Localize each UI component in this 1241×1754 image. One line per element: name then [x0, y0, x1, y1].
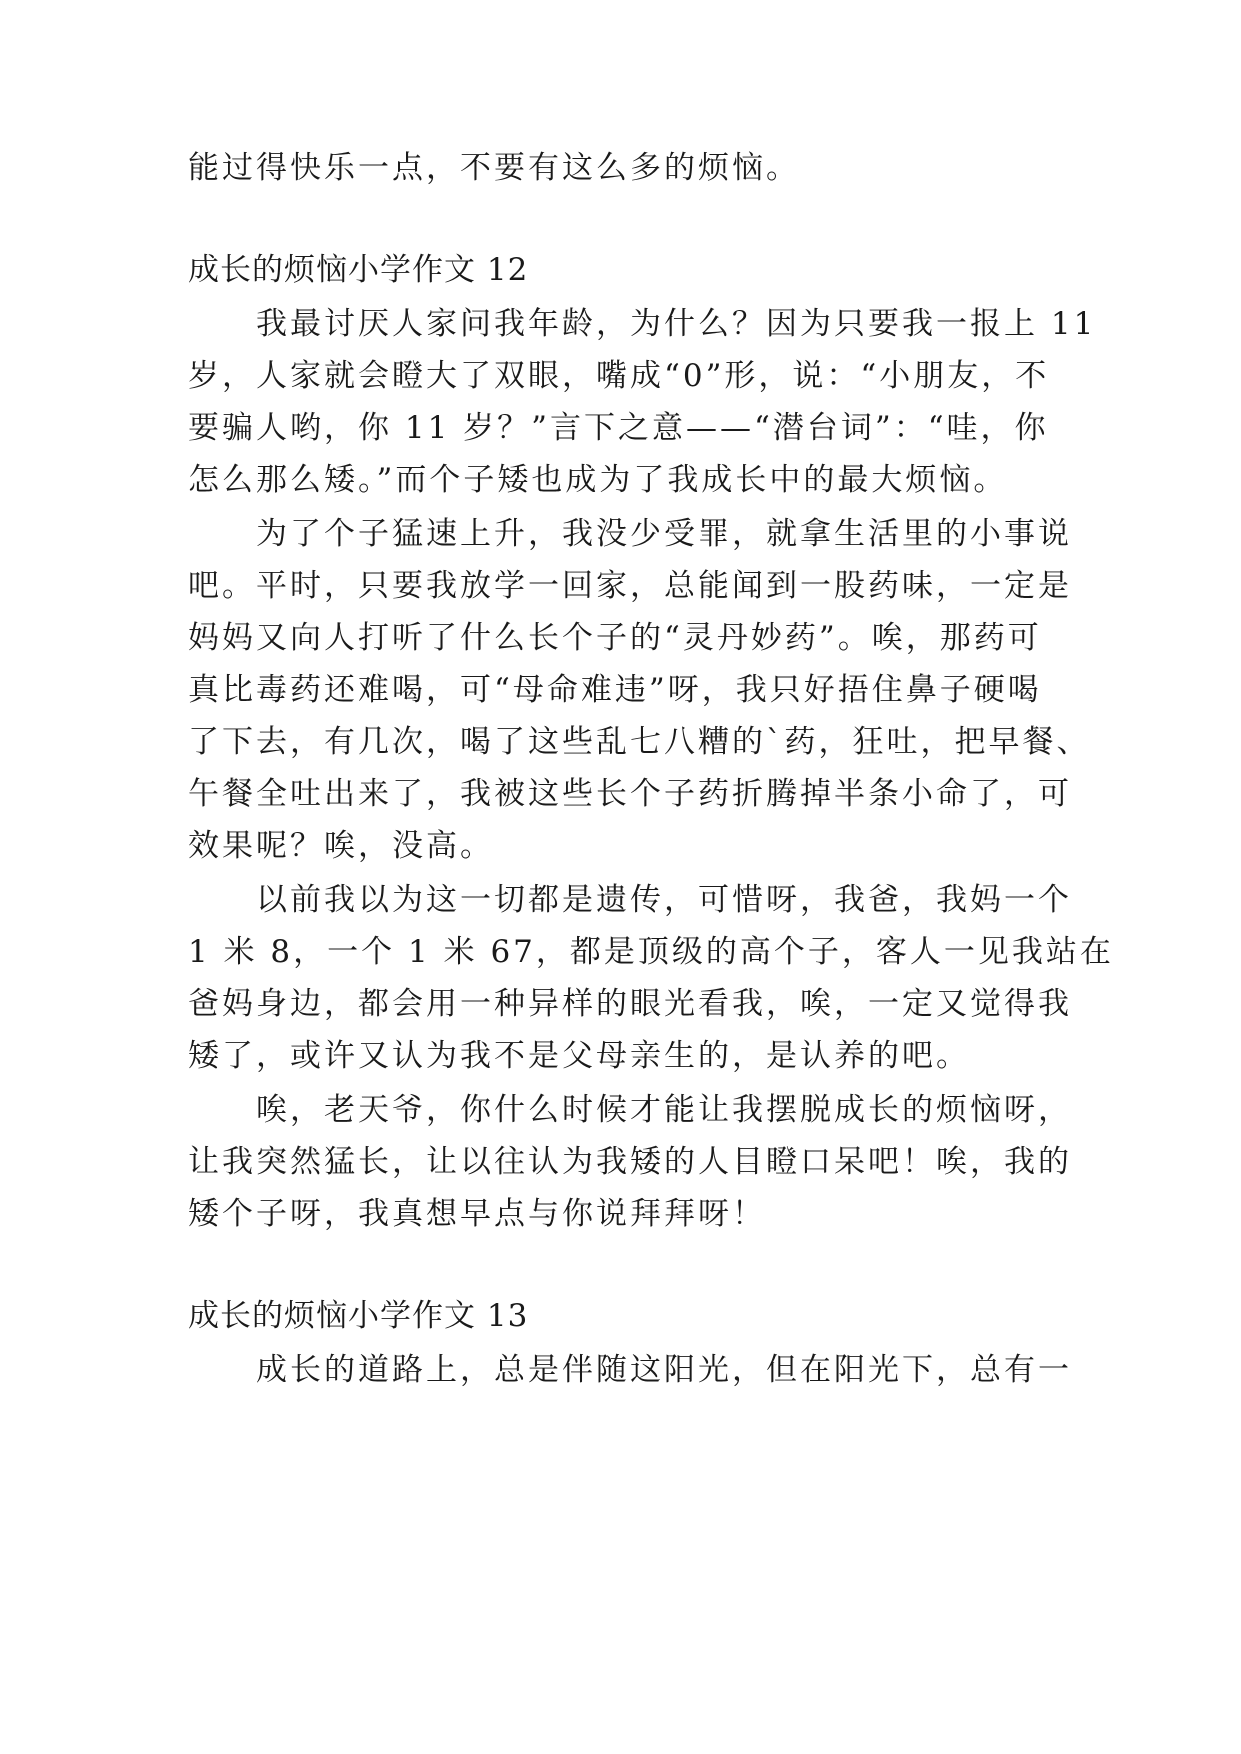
paragraph-line: 怎么那么矮。”而个子矮也成为了我成长中的最大烦恼。 — [188, 462, 1008, 498]
paragraph-line: 我最讨厌人家问我年龄，为什么？因为只要我一报上 11 — [256, 306, 1097, 342]
paragraph-line: 效果呢？唉，没高。 — [188, 828, 494, 864]
paragraph-line: 吧。平时，只要我放学一回家，总能闻到一股药味，一定是 — [188, 568, 1072, 604]
paragraph-line: 午餐全吐出来了，我被这些长个子药折腾掉半条小命了，可 — [188, 776, 1072, 812]
essay-13-title: 成长的烦恼小学作文 13 — [188, 1298, 529, 1334]
paragraph-line: 真比毒药还难喝，可“母命难违”呀，我只好捂住鼻子硬喝 — [188, 672, 1042, 708]
paragraph-line: 1 米 8，一个 1 米 67，都是顶级的高个子，客人一见我站在 — [188, 934, 1114, 970]
paragraph-line: 矮个子呀，我真想早点与你说拜拜呀！ — [188, 1196, 766, 1232]
paragraph-line: 成长的道路上，总是伴随这阳光，但在阳光下，总有一 — [256, 1352, 1072, 1388]
paragraph-line: 矮了，或许又认为我不是父母亲生的，是认养的吧。 — [188, 1038, 970, 1074]
paragraph-line: 为了个子猛速上升，我没少受罪，就拿生活里的小事说 — [256, 516, 1072, 552]
paragraph-line: 要骗人哟，你 11 岁？”言下之意——“潜台词”：“哇，你 — [188, 410, 1049, 446]
paragraph-line: 爸妈身边，都会用一种异样的眼光看我，唉，一定又觉得我 — [188, 986, 1072, 1022]
paragraph-line: 唉，老天爷，你什么时候才能让我摆脱成长的烦恼呀， — [256, 1092, 1072, 1128]
paragraph-line: 了下去，有几次，喝了这些乱七八糟的`药，狂吐，把早餐、 — [188, 724, 1091, 760]
paragraph-line: 以前我以为这一切都是遗传，可惜呀，我爸，我妈一个 — [256, 882, 1072, 918]
paragraph-line: 能过得快乐一点，不要有这么多的烦恼。 — [188, 150, 800, 186]
essay-12-title: 成长的烦恼小学作文 12 — [188, 252, 529, 288]
paragraph-line: 妈妈又向人打听了什么长个子的“灵丹妙药”。唉，那药可 — [188, 620, 1042, 656]
paragraph-line: 岁，人家就会瞪大了双眼，嘴成“0”形，说：“小朋友，不 — [188, 358, 1050, 394]
paragraph-line: 让我突然猛长，让以往认为我矮的人目瞪口呆吧！唉，我的 — [188, 1144, 1072, 1180]
